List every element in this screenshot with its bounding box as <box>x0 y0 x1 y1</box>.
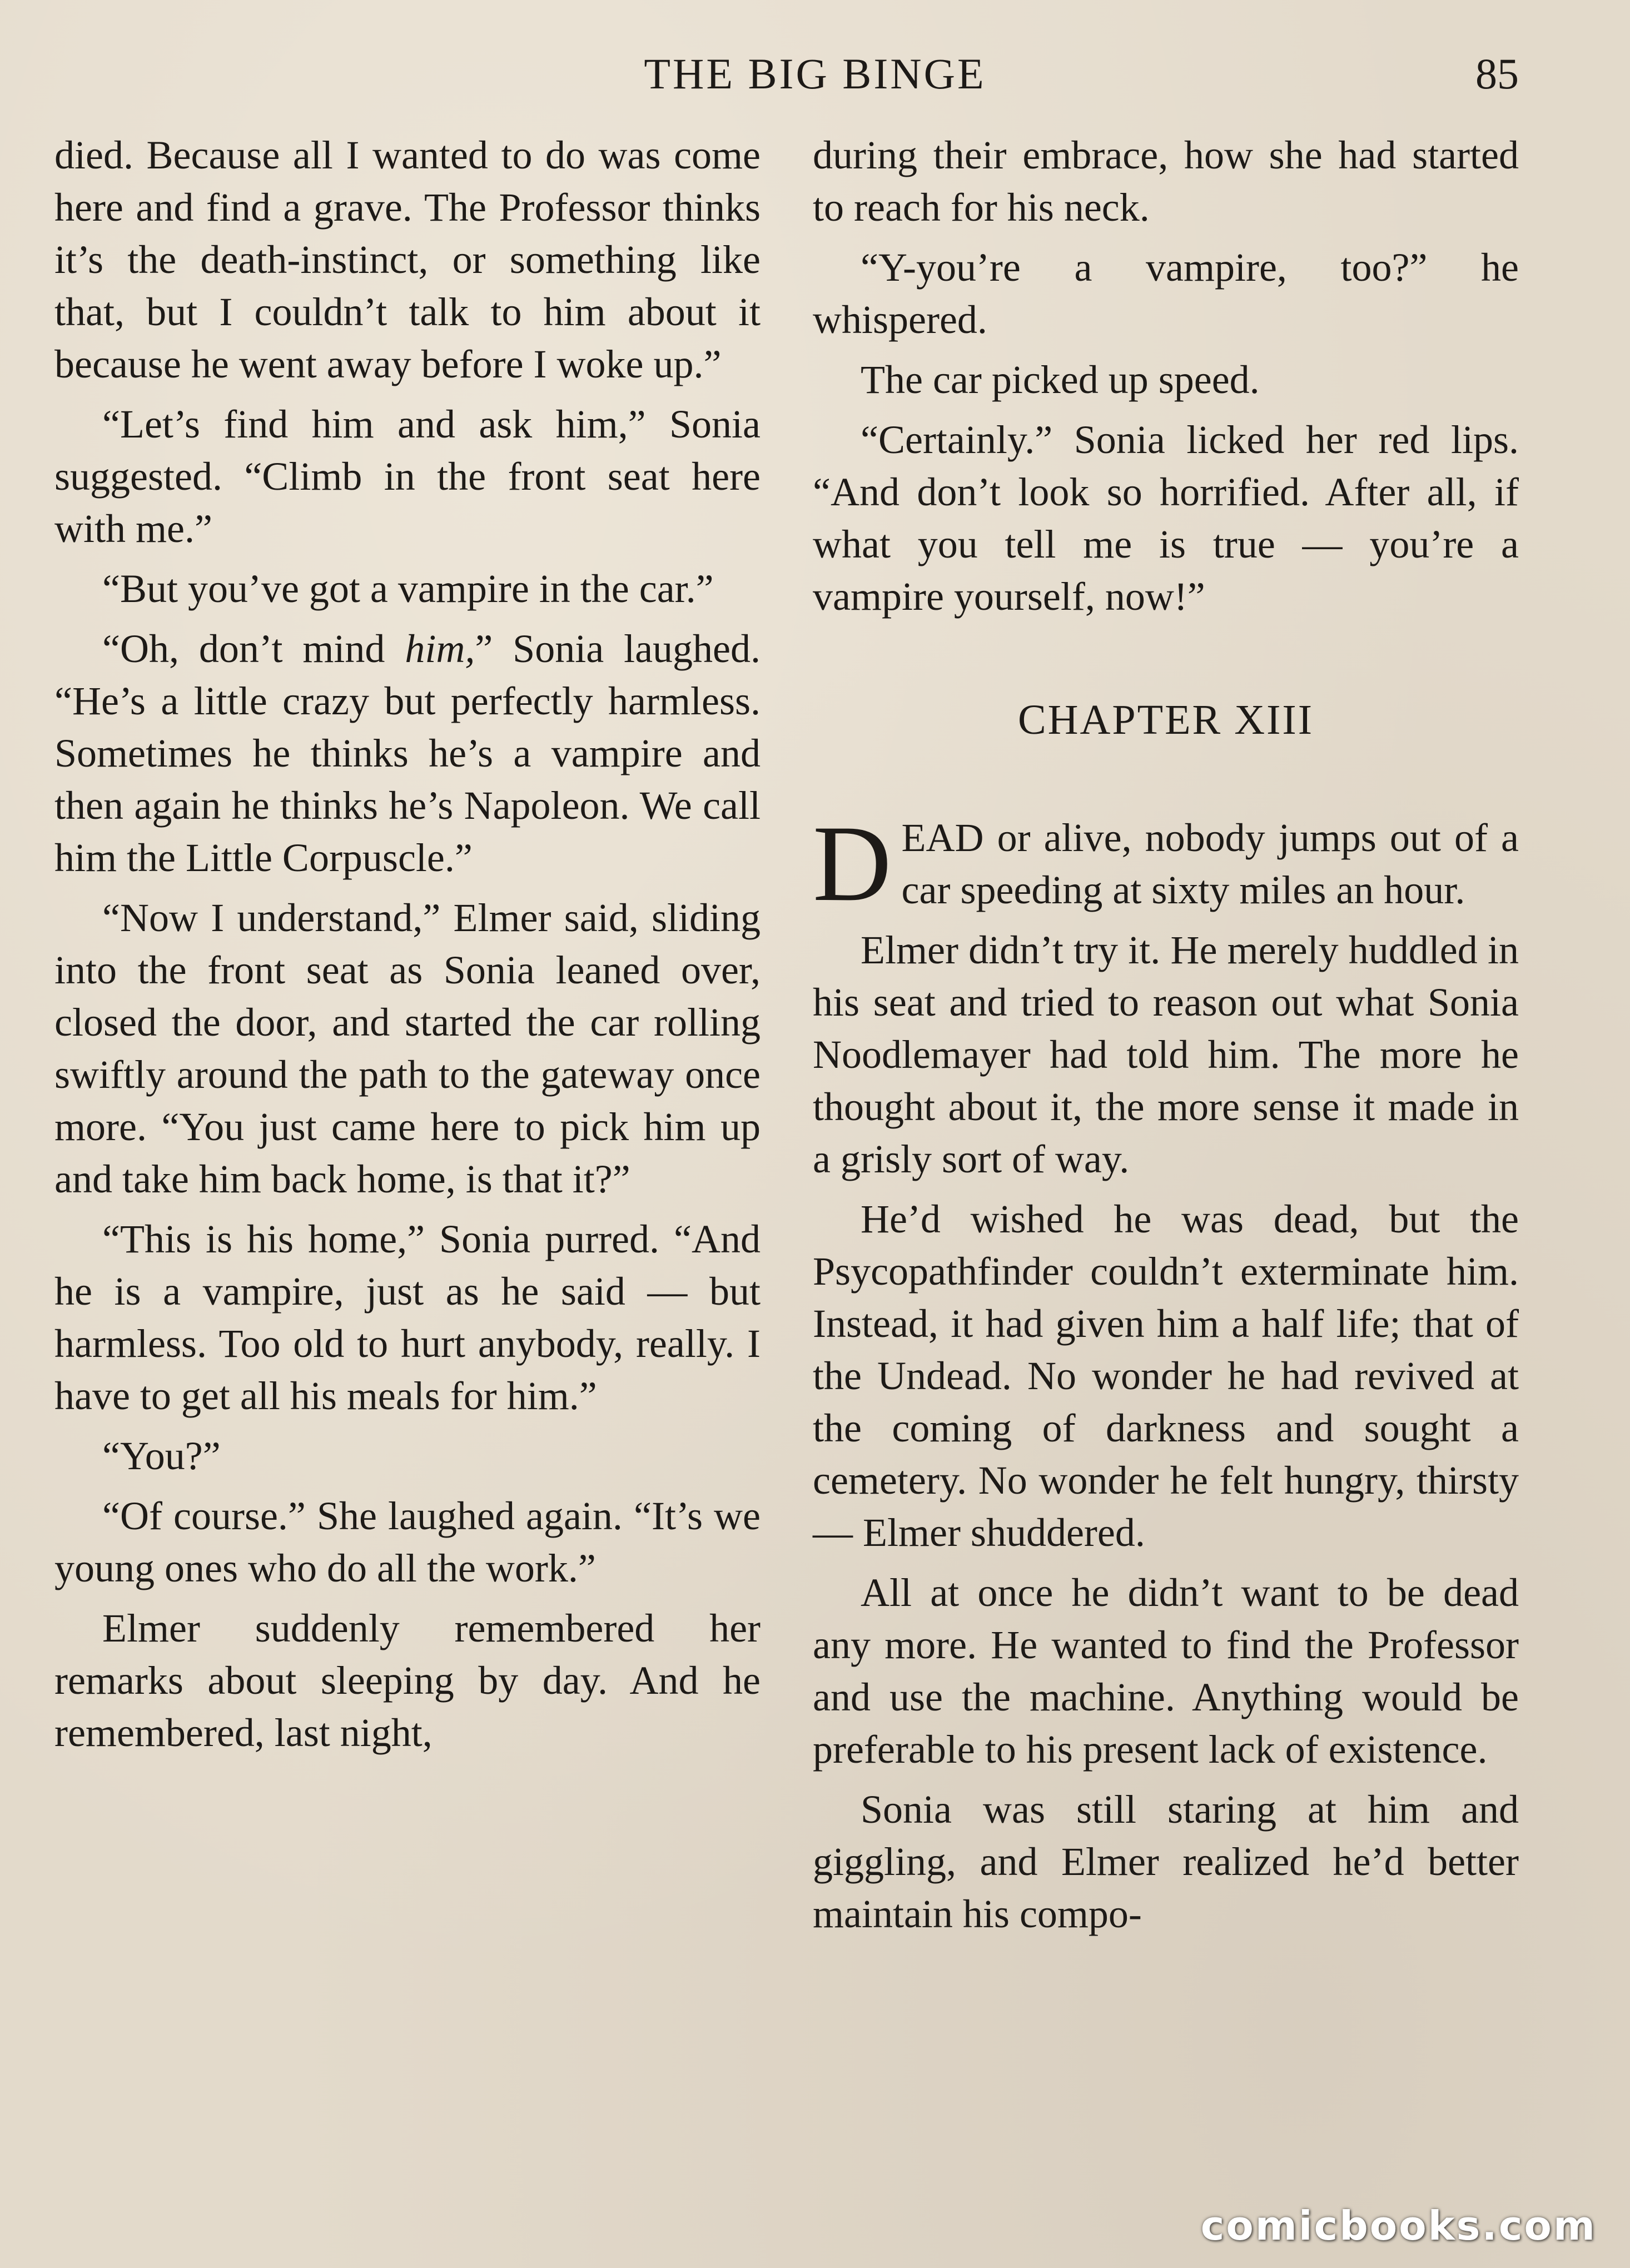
chapter-opening-paragraph <box>813 803 1519 924</box>
page-number: 85 <box>1475 49 1519 98</box>
paragraph: He’d wished he was dead, but the Psycopathfinder couldn’t exterminate him. Instead, it had given him a half life; that of the Undead. No wonder he had revived at the coming of darkness and sought a cemetery. No wonder he felt hungry, thirsty — Elmer shuddered. <box>813 1197 1519 1555</box>
watermark-text: comicbooks.com <box>1200 2202 1597 2249</box>
paragraph: during their embrace, how she had started to reach for his neck. <box>813 133 1519 230</box>
paragraph: “Certainly.” Sonia licked her red lips. “And don’t look so horrified. After all, if what you tell me is true — you’re a vampire yourself, now!” <box>813 417 1519 619</box>
right-text-column <box>813 129 1519 1948</box>
paragraph: “This is his home,” Sonia purred. “And he is a vampire, just as he said — but harmless. Too old to hurt anybody, really. I have to get all his meals for him.” <box>54 1217 761 1418</box>
paragraph: Sonia was still staring at him and giggling, and Elmer realized he’d better maintain his compo- <box>813 1787 1519 1936</box>
opening-text: EAD or alive, nobody jumps out of a car speeding at sixty miles an hour. <box>901 815 1519 912</box>
paragraph: died. Because all I wanted to do was come here and find a grave. The Professor thinks it’s the death-instinct, or something like that, but I couldn’t talk to him about it because he went away before I woke up.” <box>54 133 761 386</box>
paragraph: Elmer didn’t try it. He merely huddled in his seat and tried to reason out what Sonia Noodlemayer had told him. The more he thought about it, the more sense it made in a grisly sort of way. <box>813 928 1519 1181</box>
paragraph: Elmer suddenly remembered her remarks about sleeping by day. And he remembered, last night, <box>54 1606 761 1755</box>
paragraph: “But you’ve got a vampire in the car.” <box>102 566 714 611</box>
paragraph-with-italic: “Oh, don’t mind him,” Sonia laughed. “He’s a little crazy but perfectly harmless. Sometimes he thinks he’s a vampire and then again he thinks he’s Napoleon. We call him the Little Corpuscle.” <box>54 626 761 880</box>
drop-cap: D <box>813 803 892 924</box>
chapter-heading: CHAPTER XIII <box>1017 697 1314 743</box>
paragraph: All at once he didn’t want to be dead any more. He wanted to find the Professor and use the machine. Anything would be preferable to his present lack of existence. <box>813 1570 1519 1772</box>
paragraph: “Now I understand,” Elmer said, sliding into the front seat as Sonia leaned over, closed the door, and started the car rolling swiftly around the path to the gateway once more. “You just came here to pick him up and take him back home, is that it?” <box>54 896 761 1201</box>
paragraph: “Of course.” She laughed again. “It’s we young ones who do all the work.” <box>54 1494 761 1590</box>
left-text-column <box>54 129 761 1767</box>
paragraph: “Let’s find him and ask him,” Sonia suggested. “Climb in the front seat here with me.” <box>54 402 761 551</box>
paragraph: “Y-you’re a vampire, too?” he whispered. <box>813 245 1519 342</box>
paragraph: “You?” <box>102 1434 221 1478</box>
italic-emphasis: him, <box>405 626 475 671</box>
paragraph: The car picked up speed. <box>861 357 1260 402</box>
running-head-title: THE BIG BINGE <box>644 49 986 98</box>
